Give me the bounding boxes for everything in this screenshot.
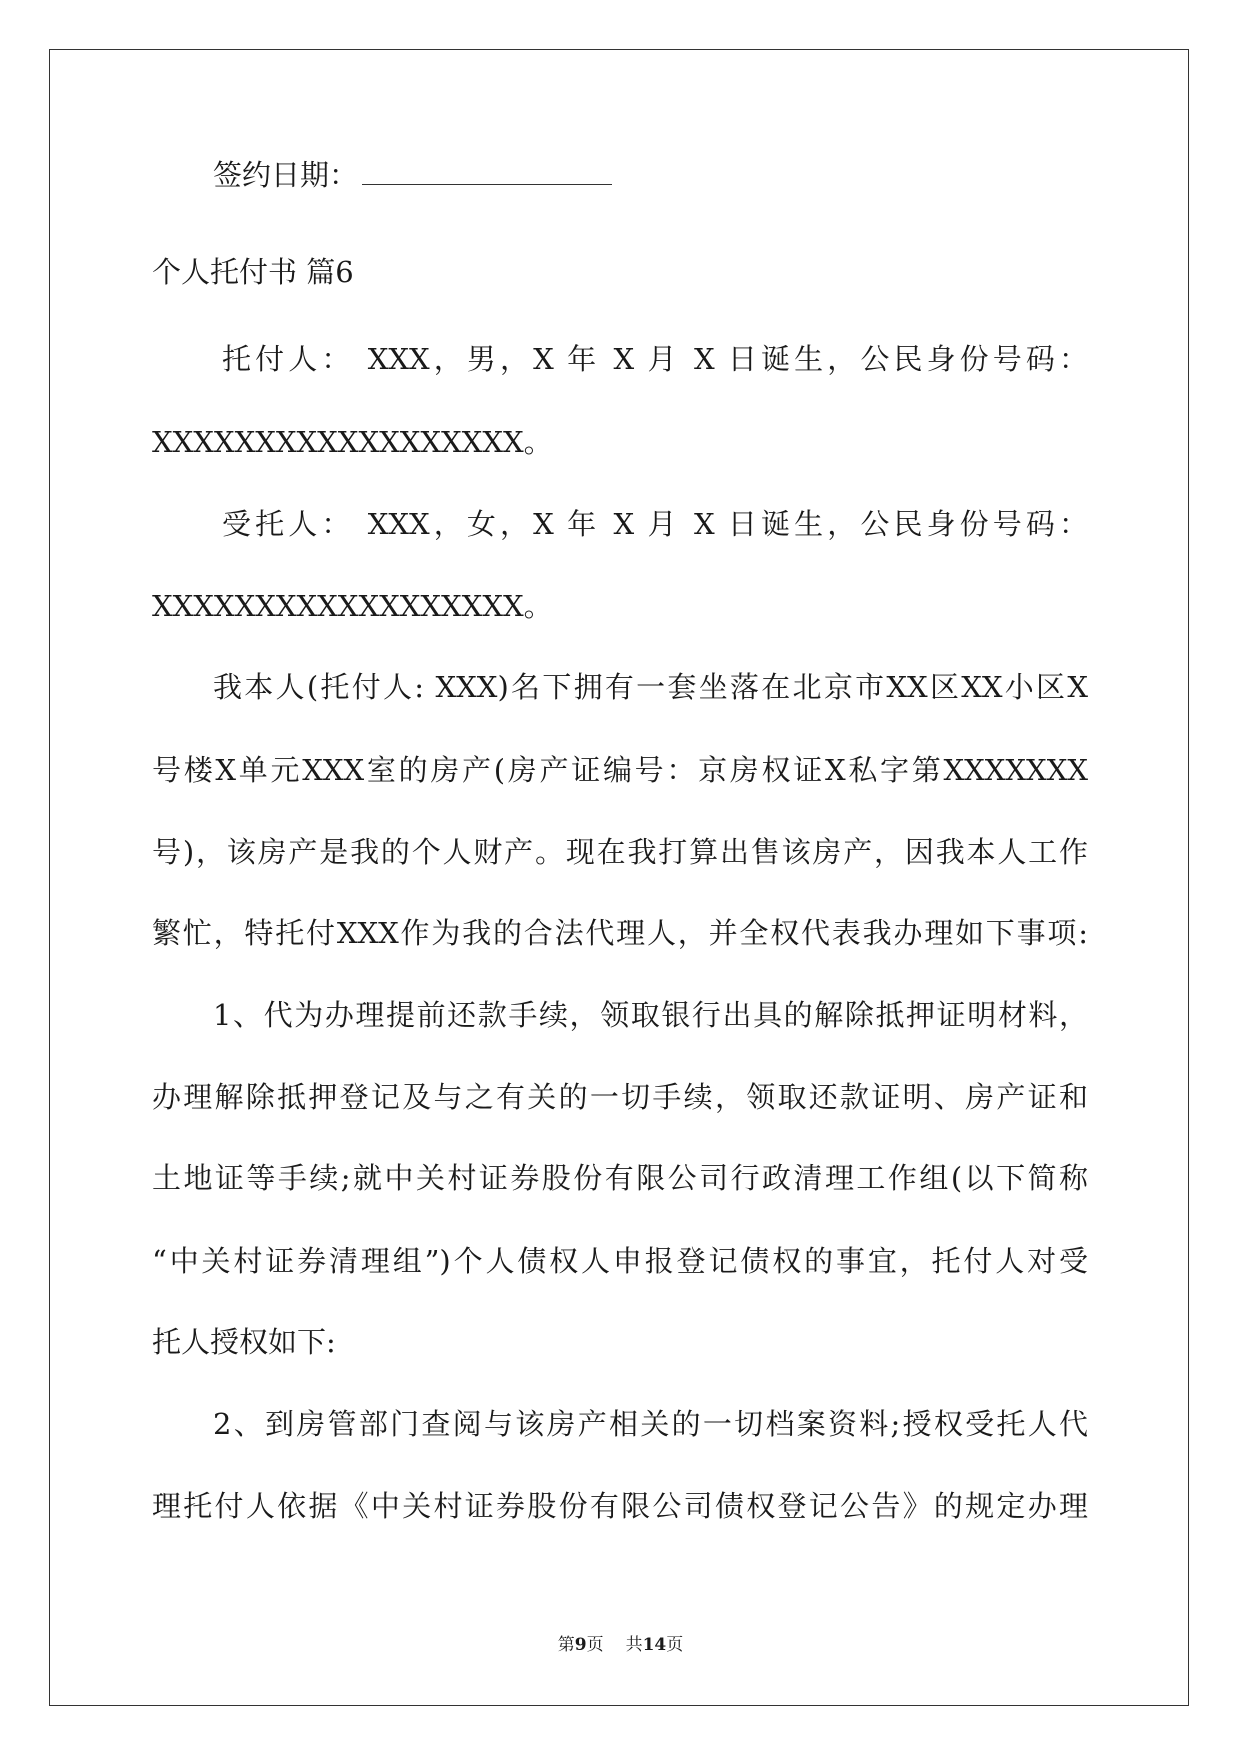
paragraph-line-principal: 托付人： XXX，男，X 年 X 月 X 日诞生，公民身份号码： bbox=[222, 342, 1088, 376]
paragraph-line: 办理解除抵押登记及与之有关的一切手续，领取还款证明、房产证和 bbox=[152, 1080, 1088, 1114]
paragraph-line-agent-id: XXXXXXXXXXXXXXXXXX。 bbox=[152, 589, 553, 623]
paragraph-line: 1、代为办理提前还款手续，领取银行出具的解除抵押证明材料， bbox=[213, 998, 1088, 1032]
paragraph-line: 我本人(托付人: XXX)名下拥有一套坐落在北京市XX区XX小区X bbox=[213, 670, 1088, 704]
paragraph-line: 土地证等手续;就中关村证券股份有限公司行政清理工作组(以下简称 bbox=[152, 1161, 1088, 1195]
section-title: 个人托付书 篇6 bbox=[152, 255, 354, 289]
paragraph-line: “中关村证券清理组”)个人债权人申报登记债权的事宜，托付人对受 bbox=[152, 1244, 1088, 1278]
paragraph-line-agent: 受托人： XXX，女，X 年 X 月 X 日诞生，公民身份号码： bbox=[222, 507, 1088, 541]
signing-date-line bbox=[213, 157, 612, 193]
paragraph-line-principal-id: XXXXXXXXXXXXXXXXXX。 bbox=[152, 425, 553, 459]
footer-page-number: 9 bbox=[574, 1635, 587, 1655]
paragraph-line: 号)，该房产是我的个人财产。现在我打算出售该房产，因我本人工作 bbox=[152, 835, 1088, 869]
paragraph-line: 2、到房管部门查阅与该房产相关的一切档案资料;授权受托人代 bbox=[213, 1407, 1088, 1441]
page-border bbox=[49, 49, 1189, 1706]
page-footer bbox=[0, 1634, 1241, 1656]
footer-prefix: 第 bbox=[557, 1635, 575, 1655]
paragraph-line: 托人授权如下: bbox=[152, 1325, 336, 1359]
signing-date-label: 签约日期： bbox=[213, 158, 359, 192]
paragraph-line: 号楼X单元XXX室的房产(房产证编号：京房权证X私字第XXXXXXX bbox=[152, 753, 1088, 787]
signing-date-blank bbox=[362, 158, 612, 185]
paragraph-line: 理托付人依据《中关村证券股份有限公司债权登记公告》的规定办理 bbox=[152, 1489, 1088, 1523]
footer-page-unit: 页 bbox=[586, 1635, 604, 1655]
footer-total-prefix: 共 bbox=[625, 1635, 643, 1655]
paragraph-line: 繁忙，特托付XXX作为我的合法代理人，并全权代表我办理如下事项: bbox=[152, 916, 1088, 950]
footer-total-unit: 页 bbox=[666, 1635, 684, 1655]
footer-total-pages: 14 bbox=[642, 1635, 667, 1655]
